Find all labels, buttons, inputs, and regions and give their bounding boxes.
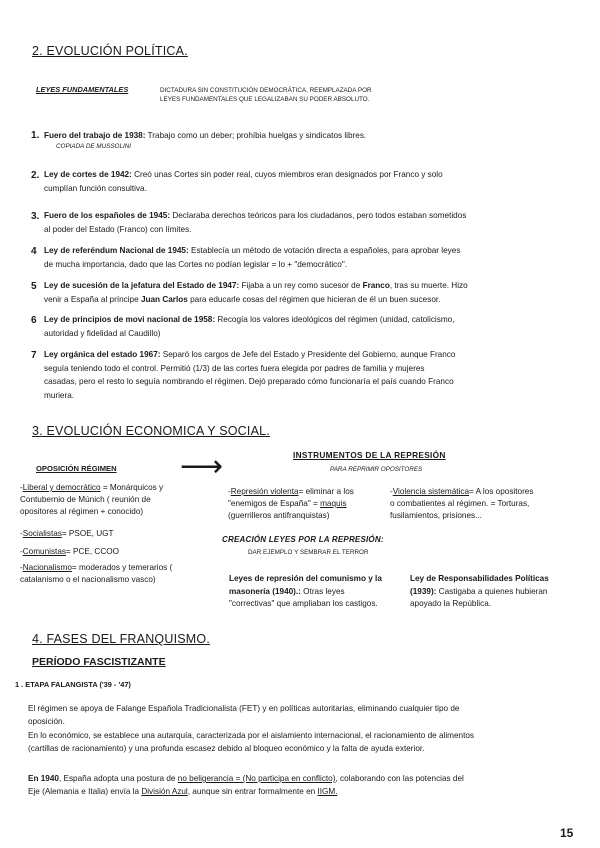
law-title: Ley de Responsabilidades Políticas: [410, 574, 549, 583]
arrow-right-icon: ⟶: [180, 450, 224, 483]
violencia-text: = A los opositores: [469, 487, 534, 496]
paragraph-line: Eje (Alemania e Italia) envía la: [28, 787, 142, 797]
periodo-fascistizante: PERÍODO FASCISTIZANTE: [32, 656, 166, 668]
law-text: autoridad y fidelidad al Caudillo): [44, 328, 161, 338]
law-title: Ley de principios de movi nacional de 1958:: [44, 315, 216, 324]
etapa-falangista: 1 . ETAPA FALANGISTA ('39 - '47): [15, 680, 131, 689]
oposicion-comunistas: -Comunistas= PCE, CCOO: [20, 547, 119, 556]
oposicion-text: = PCE, CCOO: [65, 547, 119, 556]
paragraph-line: , España adopta una postura de: [58, 774, 178, 783]
law-text: Castigaba a quienes hubieran: [436, 586, 548, 596]
law-text: Otras leyes: [300, 586, 345, 596]
law-title: Ley de referéndum Nacional de 1945:: [44, 246, 189, 255]
law-text: cumplían función consultiva.: [44, 183, 147, 193]
law-item: [44, 348, 455, 402]
represion-label: Represión violenta: [230, 487, 299, 496]
law-responsabilidades-politicas: [410, 573, 549, 611]
law-text-bold: Franco: [362, 281, 390, 290]
law-text: apoyado la República.: [410, 599, 492, 608]
law-item: [44, 279, 468, 306]
leyes-description-line-1: DICTADURA SIN CONSTITUCIÓN DEMOCRÁTICA, REEMPLAZADA POR: [160, 87, 372, 94]
oposicion-nacionalismo: -Nacionalismo= moderados y temerarios ( catalanismo o el nacionalismo vasco): [20, 563, 173, 584]
paragraph-regimen: [28, 702, 474, 755]
law-title: Fuero del trabajo de 1938:: [44, 131, 146, 140]
leyes-description-line-2: LEYES FUNDAMENTALES QUE LEGALIZABAN SU PODER ABSOLUTO.: [160, 96, 370, 103]
law-title: Ley de cortes de 1942:: [44, 170, 132, 179]
law-number: 2.: [31, 170, 40, 181]
paragraph-underline: IIGM.: [317, 787, 338, 797]
law-note: COPIADA DE MUSSOLINI: [56, 143, 131, 150]
law-text: Separó los cargos de Jefe del Estado y Presidente del Gobierno, aunque Franco: [160, 350, 456, 359]
oposicion-socialistas: -Socialistas= PSOE, UGT: [20, 529, 114, 538]
law-title: Fuero de los españoles de 1945:: [44, 211, 171, 220]
law-text-bold: Juan Carlos: [140, 294, 188, 304]
oposicion-title: OPOSICIÓN RÉGIMEN: [36, 464, 117, 473]
page-number: 15: [560, 826, 574, 840]
oposicion-label: Socialistas: [22, 529, 62, 538]
law-number: 1.: [31, 130, 40, 141]
law-item: [44, 129, 366, 143]
represion-violenta: -Represión violenta= eliminar a los "enemigos de España" = maquis (guerrilleros antifranquistas): [228, 487, 354, 520]
law-number: 7: [31, 350, 37, 361]
law-text: al poder del Estado (Franco) con límites.: [44, 224, 192, 234]
violencia-label: Violencia sistemática: [392, 487, 470, 496]
law-item: [44, 209, 466, 236]
represion-text: maquis: [320, 499, 347, 508]
law-title: Ley orgánica del estado 1967:: [44, 350, 161, 359]
law-title: (1939):: [410, 586, 437, 596]
paragraph-line: , aunque sin entrar formalmente en: [187, 787, 318, 797]
law-text: , tras su muerte. Hizo: [389, 281, 468, 290]
violencia-text: o combatientes al régimen. = Torturas,: [390, 499, 530, 508]
oposicion-text: = moderados y temerarios (: [71, 563, 173, 572]
violencia-sistematica: -Violencia sistemática= A los opositores o combatientes al régimen. = Torturas, fusilamientos, prisiones...: [390, 487, 534, 520]
oposicion-text: catalanismo o el nacionalismo vasco): [20, 575, 156, 584]
law-number: 6: [31, 315, 37, 326]
law-item: [44, 168, 443, 195]
law-text: Declaraba derechos teóricos para los ciudadanos, pero todos estaban sometidos: [170, 211, 467, 220]
law-text: Establecía un método de votación directa a españoles, para aprobar leyes: [188, 246, 461, 255]
section-heading-politica: 2. EVOLUCIÓN POLÍTICA.: [32, 44, 188, 58]
law-number: 5: [31, 281, 37, 292]
violencia-text: fusilamientos, prisiones...: [390, 511, 482, 520]
oposicion-label: Liberal y democrático: [22, 483, 101, 492]
law-text: Fijaba a un rey como sucesor de: [239, 281, 363, 290]
law-title: masonería (1940).:: [229, 586, 301, 596]
paragraph-underline: no beligerancia = (No participa en conflicto): [177, 774, 336, 783]
law-text: de mucha importancia, dado que las Cortes no podían legislar = lo + "democrático".: [44, 259, 348, 269]
law-text: para educarle cosas del régimen que hicieran de él un buen sucesor.: [187, 294, 441, 304]
law-text: Recogía los valores ideológicos del régimen (unidad, catolicismo,: [215, 315, 455, 324]
paragraph-line: En lo económico, se establece una autarquía, caracterizada por el aislamiento internacional, el racionamiento de alimentos: [28, 730, 475, 740]
instrumentos-title: INSTRUMENTOS DE LA REPRESIÓN: [293, 450, 446, 460]
oposicion-text: opositores al régimen + conocido): [20, 507, 144, 516]
law-number: 4: [31, 246, 37, 257]
oposicion-label: Comunistas: [22, 547, 66, 556]
law-text: venir a España al príncipe: [44, 294, 141, 304]
oposicion-text: Contubernio de Múnich ( reunión de: [20, 495, 151, 504]
oposicion-liberal: -Liberal y democrático = Monárquicos y Contubernio de Múnich ( reunión de opositores al régimen + conocido): [20, 483, 164, 516]
represion-text: "enemigos de España" =: [228, 499, 321, 508]
section-heading-economica: 3. EVOLUCIÓN ECONOMICA Y SOCIAL.: [32, 424, 270, 438]
paragraph-line: El régimen se apoya de Falange Española Tradicionalista (FET) y en políticas autoritarias, eliminando cualquier tipo de: [28, 704, 460, 713]
oposicion-text: = Monárquicos y: [100, 483, 164, 492]
law-text: muriera.: [44, 390, 75, 400]
law-item: [44, 244, 460, 271]
represion-text: (guerrilleros antifranquistas): [228, 511, 330, 520]
represion-text: = eliminar a los: [298, 487, 354, 496]
law-text: casadas, pero el resto lo seguía nombrando el régimen. Dejó preparado cómo funcionaría el país cuando Franco: [44, 377, 454, 386]
law-title: Leyes de represión del comunismo y la: [229, 574, 382, 583]
paragraph-line: , colaborando con las potencias del: [335, 774, 464, 783]
leyes-fundamentales-label: LEYES FUNDAMENTALES: [36, 85, 129, 94]
law-text: Creó unas Cortes sin poder real, cuyos miembros eran designados por Franco y solo: [131, 170, 443, 179]
creacion-leyes-subtitle: DAR EJEMPLO Y SEMBRAR EL TERROR: [248, 549, 369, 556]
law-represion-comunismo: [229, 573, 382, 611]
law-text: "correctivas" que ampliaban los castigos.: [229, 599, 378, 608]
paragraph-underline: División Azul: [141, 787, 188, 797]
law-title: Ley de sucesión de la jefatura del Estado de 1947:: [44, 281, 240, 290]
instrumentos-subtitle: PARA REPRIMIR OPOSITORES: [330, 466, 423, 473]
law-text: Trabajo como un deber; prohíbia huelgas y sindicatos libres.: [145, 131, 367, 140]
law-item: [44, 313, 454, 340]
oposicion-label: Nacionalismo: [22, 563, 72, 572]
paragraph-1940: [28, 772, 464, 799]
law-text: seguía teniendo todo el control. Permitió (1/3) de las cortes fuera elegida por padres de familia y mujeres: [44, 363, 425, 373]
law-number: 3.: [31, 211, 40, 222]
oposicion-text: = PSOE, UGT: [61, 529, 114, 538]
paragraph-line: oposición.: [28, 717, 65, 727]
creacion-leyes-title: CREACIÓN LEYES POR LA REPRESIÓN:: [222, 535, 384, 544]
paragraph-bold: En 1940: [28, 774, 59, 783]
paragraph-line: (cartillas de racionamiento) y una profunda escasez debido al bloqueo económico y la falta de ayuda exterior.: [28, 743, 425, 753]
section-heading-fases: 4. FASES DEL FRANQUISMO.: [32, 632, 210, 646]
